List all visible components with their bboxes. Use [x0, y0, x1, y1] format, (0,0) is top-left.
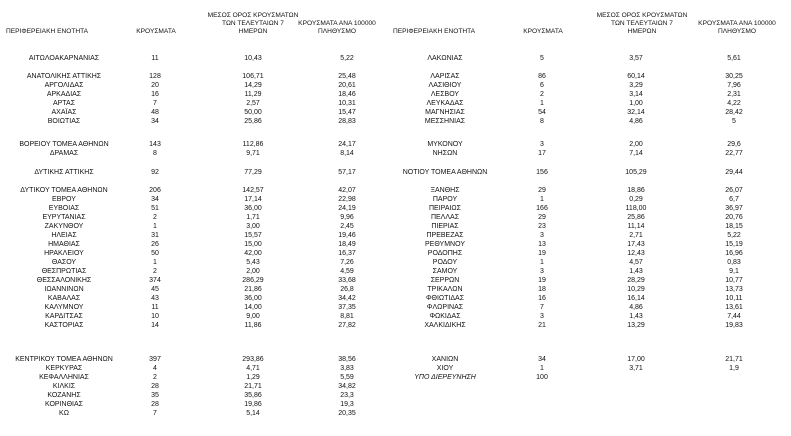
left-header-avg: ΜΕΣΟΣ ΟΡΟΣ ΚΡΟΥΣΜΑΤΩΝ ΤΩΝ ΤΕΛΕΥΤΑΙΩΝ 7 ΗΜΕΡΩΝ	[207, 12, 299, 35]
region-name-cell: ΤΡΙΚΑΛΩΝ	[427, 286, 463, 293]
cases-cell: 11	[151, 304, 159, 311]
right-header-per100k: ΚΡΟΥΣΜΑΤΑ ΑΝΑ 100000 ΠΛΗΘΥΣΜΟ	[698, 20, 776, 35]
cases-cell: 8	[153, 150, 157, 157]
region-name-cell: ΚΕΡΚΥΡΑΣ	[45, 365, 83, 372]
seven-day-average-cell: 286,29	[242, 277, 264, 284]
region-name-cell: ΡΟΔΟΠΗΣ	[427, 250, 463, 257]
cases-cell: 1	[153, 223, 157, 230]
cases-cell: 34	[151, 196, 159, 203]
seven-day-average-cell: 3,57	[629, 55, 643, 62]
cases-per-100k-cell: 5	[732, 118, 736, 125]
seven-day-average-cell: 293,86	[242, 356, 264, 363]
table-row	[0, 250, 791, 258]
region-name-cell: ΖΑΚΥΝΘΟΥ	[44, 223, 84, 230]
region-name-cell: ΑΡΚΑΔΙΑΣ	[46, 91, 82, 98]
cases-cell: 28	[151, 401, 159, 408]
region-name-cell: ΒΟΡΕΙΟΥ ΤΟΜΕΑ ΑΘΗΝΩΝ	[19, 141, 109, 148]
table-row	[0, 150, 791, 158]
seven-day-average-cell: 1,29	[246, 374, 260, 381]
seven-day-average-cell: 118,00	[625, 205, 647, 212]
table-row	[0, 322, 791, 330]
cases-cell: 7	[153, 410, 157, 417]
region-name-cell: ΛΑΡΙΣΑΣ	[430, 73, 460, 80]
cases-cell: 29	[538, 187, 546, 194]
cases-cell: 10	[151, 313, 159, 320]
cases-cell: 19	[538, 250, 546, 257]
region-name-cell: ΘΕΣΠΡΩΤΙΑΣ	[41, 268, 87, 275]
region-name-cell: ΣΑΜΟΥ	[432, 268, 458, 275]
cases-per-100k-cell: 15,47	[338, 109, 356, 116]
cases-per-100k-cell: 18,46	[338, 91, 356, 98]
table-row	[0, 277, 791, 285]
cases-per-100k-cell: 20,76	[725, 214, 743, 221]
cases-per-100k-cell: 30,25	[725, 73, 743, 80]
cases-cell: 2	[153, 214, 157, 221]
seven-day-average-cell: 7,14	[629, 150, 643, 157]
cases-per-100k-cell: 5,22	[340, 55, 354, 62]
region-name-cell: ΦΛΩΡΙΝΑΣ	[426, 304, 464, 311]
seven-day-average-cell: 50,00	[244, 109, 262, 116]
seven-day-average-cell: 16,14	[627, 295, 645, 302]
cases-cell: 31	[151, 232, 159, 239]
seven-day-average-cell: 17,14	[244, 196, 262, 203]
left-header-cases: ΚΡΟΥΣΜΑΤΑ	[136, 28, 176, 35]
cases-cell: 1	[540, 259, 544, 266]
seven-day-average-cell: 3,14	[629, 91, 643, 98]
cases-per-100k-cell: 36,97	[725, 205, 743, 212]
region-name-cell: ΚΑΛΥΜΝΟΥ	[44, 304, 84, 311]
seven-day-average-cell: 25,86	[244, 118, 262, 125]
table-row	[0, 109, 791, 117]
cases-per-100k-cell: 10,77	[725, 277, 743, 284]
table-row	[0, 392, 791, 400]
region-name-cell: ΧΑΝΙΩΝ	[431, 356, 459, 363]
region-name-cell: ΕΒΡΟΥ	[52, 196, 76, 203]
region-name-cell: ΑΙΤΩΛΟΑΚΑΡΝΑΝΙΑΣ	[28, 55, 100, 62]
seven-day-average-cell: 5,43	[246, 259, 260, 266]
cases-per-100k-cell: 7,96	[727, 82, 741, 89]
cases-cell: 14	[151, 322, 159, 329]
seven-day-average-cell: 25,86	[627, 214, 645, 221]
cases-per-100k-cell: 22,77	[725, 150, 743, 157]
cases-per-100k-cell: 16,37	[338, 250, 356, 257]
region-name-cell: ΝΟΤΙΟΥ ΤΟΜΕΑ ΑΘΗΝΩΝ	[402, 169, 488, 176]
cases-cell: 20	[151, 82, 159, 89]
cases-cell: 1	[540, 196, 544, 203]
seven-day-average-cell: 4,86	[629, 118, 643, 125]
cases-per-100k-cell: 28,83	[338, 118, 356, 125]
cases-per-100k-cell: 24,17	[338, 141, 356, 148]
cases-cell: 2	[153, 374, 157, 381]
cases-per-100k-cell: 9,1	[729, 268, 739, 275]
region-name-cell: ΜΥΚΟΝΟΥ	[427, 141, 463, 148]
cases-per-100k-cell: 20,61	[338, 82, 356, 89]
cases-per-100k-cell: 0,83	[727, 259, 741, 266]
table-row	[0, 259, 791, 267]
cases-cell: 51	[151, 205, 159, 212]
seven-day-average-cell: 10,43	[244, 55, 262, 62]
cases-per-100k-cell: 27,82	[338, 322, 356, 329]
region-name-cell: ΙΩΑΝΝΙΝΩΝ	[44, 286, 84, 293]
table-row	[0, 295, 791, 303]
cases-per-100k-cell: 4,22	[727, 100, 741, 107]
region-name-cell: ΚΩ	[59, 410, 69, 417]
region-name-cell: ΥΠΟ ΔΙΕΡΕΥΝΗΣΗ	[414, 374, 476, 381]
table-row	[0, 356, 791, 364]
cases-cell: 4	[153, 365, 157, 372]
cases-per-100k-cell: 7,26	[340, 259, 354, 266]
cases-per-100k-cell: 22,98	[338, 196, 356, 203]
cases-per-100k-cell: 4,59	[340, 268, 354, 275]
cases-per-100k-cell: 2,45	[340, 223, 354, 230]
cases-cell: 34	[538, 356, 546, 363]
seven-day-average-cell: 12,43	[627, 250, 645, 257]
seven-day-average-cell: 21,71	[244, 383, 262, 390]
seven-day-average-cell: 35,86	[244, 392, 262, 399]
cases-cell: 6	[540, 82, 544, 89]
seven-day-average-cell: 105,29	[625, 169, 647, 176]
seven-day-average-cell: 5,14	[246, 410, 260, 417]
seven-day-average-cell: 77,29	[244, 169, 262, 176]
seven-day-average-cell: 11,14	[627, 223, 645, 230]
cases-cell: 43	[151, 295, 159, 302]
table-row	[0, 118, 791, 126]
cases-cell: 16	[538, 295, 546, 302]
cases-cell: 3	[540, 232, 544, 239]
region-name-cell: ΚΕΦΑΛΛΗΝΙΑΣ	[39, 374, 89, 381]
cases-per-100k-cell: 18,49	[338, 241, 356, 248]
cases-cell: 206	[149, 187, 161, 194]
seven-day-average-cell: 3,71	[629, 365, 643, 372]
cases-per-100k-cell: 1,9	[729, 365, 739, 372]
table-row	[0, 374, 791, 382]
cases-cell: 45	[151, 286, 159, 293]
right-header-cases: ΚΡΟΥΣΜΑΤΑ	[523, 28, 563, 35]
table-row	[0, 268, 791, 276]
cases-per-100k-cell: 37,35	[338, 304, 356, 311]
seven-day-average-cell: 2,00	[629, 141, 643, 148]
region-name-cell: ΠΡΕΒΕΖΑΣ	[426, 232, 464, 239]
region-name-cell: ΜΕΣΣΗΝΙΑΣ	[424, 118, 466, 125]
cases-per-100k-cell: 19,83	[725, 322, 743, 329]
seven-day-average-cell: 1,43	[629, 268, 643, 275]
seven-day-average-cell: 112,86	[242, 141, 264, 148]
region-name-cell: ΚΑΣΤΟΡΙΑΣ	[44, 322, 84, 329]
table-row	[0, 55, 791, 63]
left-header-region: ΠΕΡΙΦΕΡΕΙΑΚΗ ΕΝΟΤΗΤΑ	[6, 28, 89, 35]
region-name-cell: ΛΑΣΙΘΙΟΥ	[428, 82, 462, 89]
seven-day-average-cell: 10,29	[627, 286, 645, 293]
seven-day-average-cell: 15,00	[244, 241, 262, 248]
seven-day-average-cell: 36,00	[244, 295, 262, 302]
region-name-cell: ΡΟΔΟΥ	[432, 259, 458, 266]
region-name-cell: ΛΑΚΩΝΙΑΣ	[427, 55, 463, 62]
cases-cell: 1	[153, 259, 157, 266]
region-name-cell: ΣΕΡΡΩΝ	[430, 277, 460, 284]
region-name-cell: ΧΙΟΥ	[436, 365, 454, 372]
cases-per-100k-cell: 5,59	[340, 374, 354, 381]
seven-day-average-cell: 14,29	[244, 82, 262, 89]
cases-cell: 156	[536, 169, 548, 176]
cases-per-100k-cell: 57,17	[338, 169, 356, 176]
cases-cell: 35	[151, 392, 159, 399]
cases-cell: 128	[149, 73, 161, 80]
cases-per-100k-cell: 5,61	[727, 55, 741, 62]
seven-day-average-cell: 13,29	[627, 322, 645, 329]
cases-cell: 17	[538, 150, 546, 157]
cases-per-100k-cell: 20,35	[338, 410, 356, 417]
region-name-cell: ΗΡΑΚΛΕΙΟΥ	[44, 250, 84, 257]
cases-cell: 397	[149, 356, 161, 363]
cases-cell: 86	[538, 73, 546, 80]
region-name-cell: ΑΡΤΑΣ	[52, 100, 76, 107]
table-row	[0, 286, 791, 294]
cases-cell: 16	[151, 91, 159, 98]
seven-day-average-cell: 3,29	[629, 82, 643, 89]
region-name-cell: ΠΙΕΡΙΑΣ	[431, 223, 459, 230]
table-row	[0, 241, 791, 249]
region-name-cell: ΚΑΒΑΛΑΣ	[47, 295, 81, 302]
seven-day-average-cell: 19,86	[244, 401, 262, 408]
cases-cell: 166	[536, 205, 548, 212]
seven-day-average-cell: 28,29	[627, 277, 645, 284]
cases-cell: 26	[151, 241, 159, 248]
region-name-cell: ΠΑΡΟΥ	[432, 196, 458, 203]
cases-cell: 7	[153, 100, 157, 107]
cases-per-100k-cell: 33,68	[338, 277, 356, 284]
table-row	[0, 383, 791, 391]
table-row	[0, 232, 791, 240]
cases-per-100k-cell: 25,48	[338, 73, 356, 80]
region-name-cell: ΑΡΓΟΛΙΔΑΣ	[44, 82, 84, 89]
cases-per-100k-cell: 19,46	[338, 232, 356, 239]
cases-cell: 2	[153, 268, 157, 275]
region-name-cell: ΗΜΑΘΙΑΣ	[48, 241, 80, 248]
cases-cell: 5	[540, 55, 544, 62]
cases-per-100k-cell: 7,44	[727, 313, 741, 320]
cases-per-100k-cell: 28,42	[725, 109, 743, 116]
cases-per-100k-cell: 2,31	[727, 91, 741, 98]
region-name-cell: ΦΩΚΙΔΑΣ	[429, 313, 461, 320]
region-name-cell: ΕΥΡΥΤΑΝΙΑΣ	[42, 214, 86, 221]
table-row	[0, 223, 791, 231]
cases-cell: 50	[151, 250, 159, 257]
seven-day-average-cell: 18,86	[627, 187, 645, 194]
seven-day-average-cell: 1,71	[246, 214, 260, 221]
table-row	[0, 196, 791, 204]
cases-cell: 21	[538, 322, 546, 329]
cases-cell: 29	[538, 214, 546, 221]
region-name-cell: ΠΕΛΛΑΣ	[430, 214, 460, 221]
cases-cell: 34	[151, 118, 159, 125]
seven-day-average-cell: 9,71	[246, 150, 260, 157]
table-row	[0, 401, 791, 409]
region-name-cell: ΝΗΣΩΝ	[432, 150, 458, 157]
cases-per-100k-cell: 18,15	[725, 223, 743, 230]
cases-cell: 7	[540, 304, 544, 311]
cases-cell: 28	[151, 383, 159, 390]
region-name-cell: ΡΕΘΥΜΝΟΥ	[424, 241, 465, 248]
seven-day-average-cell: 36,00	[244, 205, 262, 212]
seven-day-average-cell: 11,29	[244, 91, 262, 98]
region-name-cell: ΛΕΣΒΟΥ	[430, 91, 460, 98]
region-name-cell: ΠΕΙΡΑΙΩΣ	[429, 205, 461, 212]
cases-per-100k-cell: 34,42	[338, 295, 356, 302]
table-row	[0, 100, 791, 108]
table-row	[0, 91, 791, 99]
region-name-cell: ΕΥΒΟΙΑΣ	[48, 205, 80, 212]
right-header-region: ΠΕΡΙΦΕΡΕΙΑΚΗ ΕΝΟΤΗΤΑ	[393, 28, 476, 35]
cases-per-100k-cell: 42,07	[338, 187, 356, 194]
seven-day-average-cell: 17,00	[627, 356, 645, 363]
table-row	[0, 410, 791, 418]
region-name-cell: ΛΕΥΚΑΔΑΣ	[426, 100, 464, 107]
table-row	[0, 169, 791, 177]
seven-day-average-cell: 17,43	[627, 241, 645, 248]
seven-day-average-cell: 1,00	[629, 100, 643, 107]
cases-cell: 18	[538, 286, 546, 293]
left-header-per100k: ΚΡΟΥΣΜΑΤΑ ΑΝΑ 100000 ΠΛΗΘΥΣΜΟ	[298, 20, 376, 35]
seven-day-average-cell: 4,86	[629, 304, 643, 311]
cases-per-100k-cell: 24,19	[338, 205, 356, 212]
cases-cell: 11	[151, 55, 159, 62]
seven-day-average-cell: 32,14	[627, 109, 645, 116]
cases-per-100k-cell: 6,7	[729, 196, 739, 203]
cases-per-100k-cell: 21,71	[725, 356, 743, 363]
seven-day-average-cell: 2,57	[246, 100, 260, 107]
region-name-cell: ΔΥΤΙΚΟΥ ΤΟΜΕΑ ΑΘΗΝΩΝ	[20, 187, 108, 194]
seven-day-average-cell: 3,00	[246, 223, 260, 230]
cases-per-100k-cell: 15,19	[725, 241, 743, 248]
cases-cell: 143	[149, 141, 161, 148]
region-name-cell: ΘΑΣΟΥ	[51, 259, 77, 266]
region-name-cell: ΘΕΣΣΑΛΟΝΙΚΗΣ	[36, 277, 92, 284]
cases-cell: 8	[540, 118, 544, 125]
cases-per-100k-cell: 13,61	[725, 304, 743, 311]
cases-cell: 374	[149, 277, 161, 284]
cases-cell: 2	[540, 91, 544, 98]
table-row	[0, 141, 791, 149]
cases-per-100k-cell: 9,96	[340, 214, 354, 221]
table-row	[0, 73, 791, 81]
table-row	[0, 214, 791, 222]
seven-day-average-cell: 11,86	[244, 322, 262, 329]
cases-per-100k-cell: 8,81	[340, 313, 354, 320]
cases-cell: 3	[540, 141, 544, 148]
cases-cell: 3	[540, 313, 544, 320]
table-row	[0, 365, 791, 373]
cases-per-100k-cell: 23,3	[340, 392, 354, 399]
cases-cell: 48	[151, 109, 159, 116]
cases-per-100k-cell: 26,07	[725, 187, 743, 194]
cases-per-100k-cell: 29,44	[725, 169, 743, 176]
table-row	[0, 205, 791, 213]
table-row	[0, 82, 791, 90]
table-row	[0, 187, 791, 195]
cases-cell: 54	[538, 109, 546, 116]
region-name-cell: ΚΙΛΚΙΣ	[52, 383, 76, 390]
region-name-cell: ΞΑΝΘΗΣ	[430, 187, 460, 194]
seven-day-average-cell: 9,00	[246, 313, 260, 320]
cases-cell: 100	[536, 374, 548, 381]
region-name-cell: ΚΟΡΙΝΘΙΑΣ	[45, 401, 83, 408]
cases-per-100k-cell: 5,22	[727, 232, 741, 239]
seven-day-average-cell: 14,00	[244, 304, 262, 311]
cases-cell: 1	[540, 365, 544, 372]
cases-per-100k-cell: 38,56	[338, 356, 356, 363]
seven-day-average-cell: 0,29	[629, 196, 643, 203]
region-name-cell: ΦΘΙΩΤΙΔΑΣ	[425, 295, 465, 302]
region-name-cell: ΔΥΤΙΚΗΣ ΑΤΤΙΚΗΣ	[34, 169, 94, 176]
region-name-cell: ΚΑΡΔΙΤΣΑΣ	[45, 313, 83, 320]
region-name-cell: ΔΡΑΜΑΣ	[49, 150, 79, 157]
cases-cell: 92	[151, 169, 159, 176]
cases-per-100k-cell: 26,8	[340, 286, 354, 293]
seven-day-average-cell: 60,14	[627, 73, 645, 80]
seven-day-average-cell: 21,86	[244, 286, 262, 293]
region-name-cell: ΗΛΕΙΑΣ	[51, 232, 77, 239]
seven-day-average-cell: 42,00	[244, 250, 262, 257]
seven-day-average-cell: 4,57	[629, 259, 643, 266]
region-name-cell: ΧΑΛΚΙΔΙΚΗΣ	[424, 322, 466, 329]
seven-day-average-cell: 106,71	[242, 73, 264, 80]
region-name-cell: ΒΟΙΩΤΙΑΣ	[47, 118, 81, 125]
region-name-cell: ΚΕΝΤΡΙΚΟΥ ΤΟΜΕΑ ΑΘΗΝΩΝ	[15, 356, 113, 363]
region-name-cell: ΚΟΖΑΝΗΣ	[47, 392, 81, 399]
seven-day-average-cell: 2,00	[246, 268, 260, 275]
seven-day-average-cell: 142,57	[242, 187, 264, 194]
cases-per-100k-cell: 19,3	[340, 401, 354, 408]
cases-per-100k-cell: 10,31	[338, 100, 356, 107]
cases-per-100k-cell: 29,6	[727, 141, 741, 148]
seven-day-average-cell: 4,71	[246, 365, 260, 372]
cases-cell: 19	[538, 277, 546, 284]
right-header-avg: ΜΕΣΟΣ ΟΡΟΣ ΚΡΟΥΣΜΑΤΩΝ ΤΩΝ ΤΕΛΕΥΤΑΙΩΝ 7 ΗΜΕΡΩΝ	[596, 12, 688, 35]
region-name-cell: ΑΝΑΤΟΛΙΚΗΣ ΑΤΤΙΚΗΣ	[26, 73, 102, 80]
seven-day-average-cell: 2,71	[629, 232, 643, 239]
cases-per-100k-cell: 34,82	[338, 383, 356, 390]
cases-per-100k-cell: 13,73	[725, 286, 743, 293]
cases-per-100k-cell: 8,14	[340, 150, 354, 157]
cases-cell: 3	[540, 268, 544, 275]
table-row	[0, 304, 791, 312]
cases-per-100k-cell: 10,11	[725, 295, 743, 302]
seven-day-average-cell: 15,57	[244, 232, 262, 239]
cases-cell: 23	[538, 223, 546, 230]
cases-per-100k-cell: 3,83	[340, 365, 354, 372]
cases-cell: 1	[540, 100, 544, 107]
region-name-cell: ΜΑΓΝΗΣΙΑΣ	[425, 109, 465, 116]
cases-cell: 13	[538, 241, 546, 248]
region-name-cell: ΑΧΑΪΑΣ	[51, 109, 77, 116]
seven-day-average-cell: 1,43	[629, 313, 643, 320]
cases-per-100k-cell: 16,96	[725, 250, 743, 257]
table-row	[0, 313, 791, 321]
